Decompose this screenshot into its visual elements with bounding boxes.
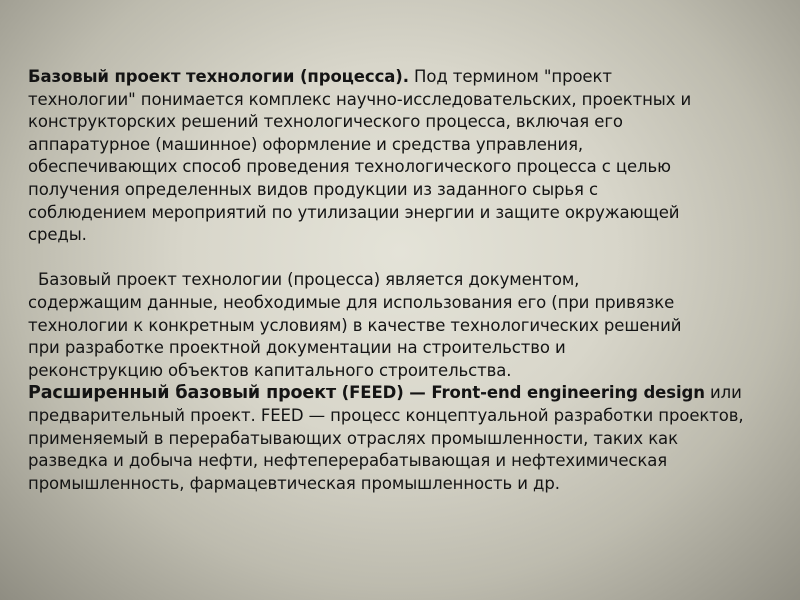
- p1-line-1: [28, 66, 788, 89]
- p1-line-6: получения определенных видов продукции из заданного сырья с: [28, 179, 598, 199]
- p3-line-3: применяемый в перерабатывающих отраслях промышленности, таких как: [28, 428, 678, 448]
- p2-line-4: при разработке проектной документации на строительство и: [28, 338, 566, 358]
- p3-feed-term: (FEED) — Front-end engineering design: [336, 383, 705, 403]
- p2-line-1: Базовый проект технологии (процесса) является документом,: [38, 270, 580, 290]
- p3-line-1-rest: или: [704, 383, 742, 403]
- p2-line-2: содержащим данные, необходимые для использования его (при привязке: [28, 292, 675, 312]
- p2-line-3: технологии к конкретным условиям) в качестве технологических решений: [28, 315, 682, 335]
- p1-line-5: обеспечивающих способ проведения технологического процесса с целью: [28, 157, 671, 177]
- p3-line-1: [28, 382, 788, 405]
- p1-line-8: среды.: [28, 225, 87, 245]
- p1-bold-lead: Базовый проект технологии (процесса).: [28, 67, 409, 86]
- paragraph-gap: [28, 247, 788, 270]
- slide-text: [28, 66, 788, 495]
- p1-line-1-rest: Под термином "проект: [408, 67, 612, 86]
- p1-line-3: конструкторских решений технологического процесса, включая его: [28, 112, 623, 132]
- p3-bold-lead: Расширенный базовый проект: [28, 383, 337, 404]
- p3-line-2: предварительный проект. FEED — процесс концептуальной разработки проектов,: [28, 405, 744, 425]
- p2-line-5: реконструкцию объектов капитального строительства.: [28, 360, 512, 380]
- p1-line-4: аппаратурное (машинное) оформление и средства управления,: [28, 134, 584, 154]
- p3-line-5: промышленность, фармацевтическая промышленность и др.: [28, 473, 560, 493]
- p1-line-2: технологии" понимается комплекс научно-исследовательских, проектных и: [28, 89, 692, 109]
- p1-line-7: соблюдением мероприятий по утилизации энергии и защите окружающей: [28, 202, 680, 222]
- p3-line-4: разведка и добыча нефти, нефтеперерабатывающая и нефтехимическая: [28, 451, 668, 471]
